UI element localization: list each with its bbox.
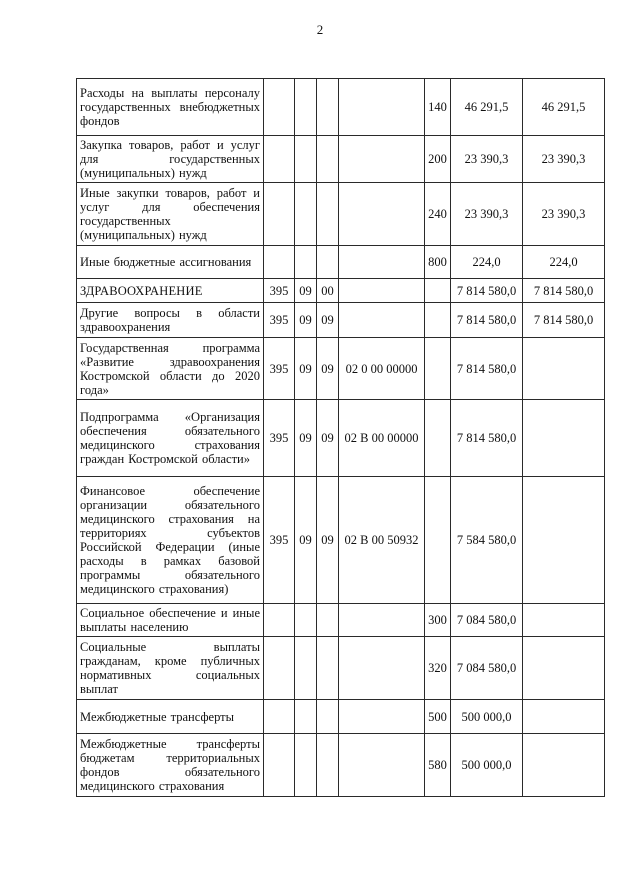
row-name: Социальное обеспечение и иные выплаты населению bbox=[77, 604, 264, 637]
row-target bbox=[339, 303, 425, 338]
row-name: Государственная программа «Развитие здравоохранения Костромской области до 2020 года» bbox=[77, 338, 264, 400]
row-amount2 bbox=[523, 734, 605, 797]
table-row bbox=[77, 400, 605, 477]
row-admin bbox=[264, 734, 295, 797]
row-subsection bbox=[317, 183, 339, 246]
row-type: 580 bbox=[425, 734, 451, 797]
row-section bbox=[295, 136, 317, 183]
table-row bbox=[77, 734, 605, 797]
row-section bbox=[295, 734, 317, 797]
row-type: 240 bbox=[425, 183, 451, 246]
row-subsection: 09 bbox=[317, 477, 339, 604]
row-amount2 bbox=[523, 637, 605, 700]
row-admin bbox=[264, 637, 295, 700]
row-subsection: 09 bbox=[317, 400, 339, 477]
row-amount1: 23 390,3 bbox=[451, 136, 523, 183]
row-subsection bbox=[317, 734, 339, 797]
row-amount1: 7 814 580,0 bbox=[451, 303, 523, 338]
row-target bbox=[339, 734, 425, 797]
table-row bbox=[77, 637, 605, 700]
row-amount2 bbox=[523, 604, 605, 637]
row-name: Другие вопросы в области здравоохранения bbox=[77, 303, 264, 338]
row-amount1: 7 084 580,0 bbox=[451, 604, 523, 637]
table-row bbox=[77, 700, 605, 734]
row-type: 320 bbox=[425, 637, 451, 700]
row-subsection bbox=[317, 637, 339, 700]
row-section bbox=[295, 183, 317, 246]
row-section bbox=[295, 700, 317, 734]
row-amount2 bbox=[523, 400, 605, 477]
table-row bbox=[77, 477, 605, 604]
row-type bbox=[425, 279, 451, 303]
table-row bbox=[77, 79, 605, 136]
row-amount2 bbox=[523, 700, 605, 734]
row-subsection bbox=[317, 604, 339, 637]
page-number: 2 bbox=[316, 22, 324, 37]
row-admin bbox=[264, 79, 295, 136]
row-amount1: 7 814 580,0 bbox=[451, 400, 523, 477]
row-target bbox=[339, 637, 425, 700]
row-amount1: 224,0 bbox=[451, 246, 523, 279]
row-target bbox=[339, 183, 425, 246]
row-admin bbox=[264, 246, 295, 279]
row-target bbox=[339, 604, 425, 637]
row-admin bbox=[264, 136, 295, 183]
table-row bbox=[77, 279, 605, 303]
row-admin bbox=[264, 183, 295, 246]
row-amount1: 46 291,5 bbox=[451, 79, 523, 136]
row-admin: 395 bbox=[264, 303, 295, 338]
row-name: Расходы на выплаты персоналу государственных внебюджетных фондов bbox=[77, 79, 264, 136]
row-name: Межбюджетные трансферты бюджетам территориальных фондов обязательного медицинского страхования bbox=[77, 734, 264, 797]
row-subsection: 09 bbox=[317, 338, 339, 400]
row-amount2: 7 814 580,0 bbox=[523, 303, 605, 338]
row-amount2: 23 390,3 bbox=[523, 136, 605, 183]
row-admin: 395 bbox=[264, 477, 295, 604]
row-admin: 395 bbox=[264, 279, 295, 303]
row-name: ЗДРАВООХРАНЕНИЕ bbox=[77, 279, 264, 303]
row-section bbox=[295, 637, 317, 700]
row-amount2: 46 291,5 bbox=[523, 79, 605, 136]
row-target: 02 В 00 50932 bbox=[339, 477, 425, 604]
row-type bbox=[425, 303, 451, 338]
row-section: 09 bbox=[295, 338, 317, 400]
row-section bbox=[295, 246, 317, 279]
row-amount2: 23 390,3 bbox=[523, 183, 605, 246]
row-subsection bbox=[317, 700, 339, 734]
row-name: Социальные выплаты гражданам, кроме публичных нормативных социальных выплат bbox=[77, 637, 264, 700]
row-type: 800 bbox=[425, 246, 451, 279]
row-amount2: 7 814 580,0 bbox=[523, 279, 605, 303]
row-subsection bbox=[317, 79, 339, 136]
row-subsection: 00 bbox=[317, 279, 339, 303]
row-target bbox=[339, 246, 425, 279]
row-target bbox=[339, 79, 425, 136]
table-row bbox=[77, 246, 605, 279]
row-amount1: 500 000,0 bbox=[451, 734, 523, 797]
row-type: 300 bbox=[425, 604, 451, 637]
row-subsection: 09 bbox=[317, 303, 339, 338]
row-type bbox=[425, 338, 451, 400]
row-type: 140 bbox=[425, 79, 451, 136]
row-amount1: 7 814 580,0 bbox=[451, 279, 523, 303]
row-section bbox=[295, 79, 317, 136]
budget-table bbox=[76, 78, 605, 797]
row-amount1: 7 584 580,0 bbox=[451, 477, 523, 604]
row-name: Межбюджетные трансферты bbox=[77, 700, 264, 734]
row-amount2 bbox=[523, 477, 605, 604]
row-name: Иные закупки товаров, работ и услуг для обеспечения государственных (муниципальных) нужд bbox=[77, 183, 264, 246]
row-target bbox=[339, 136, 425, 183]
row-target bbox=[339, 700, 425, 734]
row-type: 500 bbox=[425, 700, 451, 734]
row-name: Финансовое обеспечение организации обязательного медицинского страхования на территориях субъектов Российской Федерации (иные расходы в рамках базовой программы обязательного медицинского страхования) bbox=[77, 477, 264, 604]
row-admin: 395 bbox=[264, 400, 295, 477]
row-type bbox=[425, 477, 451, 604]
row-amount1: 500 000,0 bbox=[451, 700, 523, 734]
row-name: Подпрограмма «Организация обеспечения обязательного медицинского страхования граждан Костромской области» bbox=[77, 400, 264, 477]
table-row bbox=[77, 303, 605, 338]
row-section: 09 bbox=[295, 303, 317, 338]
table-row bbox=[77, 136, 605, 183]
row-name: Иные бюджетные ассигнования bbox=[77, 246, 264, 279]
row-amount1: 7 814 580,0 bbox=[451, 338, 523, 400]
row-amount2: 224,0 bbox=[523, 246, 605, 279]
table-row bbox=[77, 183, 605, 246]
row-type: 200 bbox=[425, 136, 451, 183]
row-target: 02 В 00 00000 bbox=[339, 400, 425, 477]
row-admin bbox=[264, 700, 295, 734]
row-section: 09 bbox=[295, 279, 317, 303]
row-target: 02 0 00 00000 bbox=[339, 338, 425, 400]
row-target bbox=[339, 279, 425, 303]
row-admin: 395 bbox=[264, 338, 295, 400]
table-row bbox=[77, 338, 605, 400]
row-subsection bbox=[317, 246, 339, 279]
row-subsection bbox=[317, 136, 339, 183]
row-admin bbox=[264, 604, 295, 637]
table-row bbox=[77, 604, 605, 637]
row-amount1: 7 084 580,0 bbox=[451, 637, 523, 700]
row-section: 09 bbox=[295, 477, 317, 604]
row-section: 09 bbox=[295, 400, 317, 477]
row-type bbox=[425, 400, 451, 477]
row-section bbox=[295, 604, 317, 637]
row-amount2 bbox=[523, 338, 605, 400]
row-amount1: 23 390,3 bbox=[451, 183, 523, 246]
row-name: Закупка товаров, работ и услуг для государственных (муниципальных) нужд bbox=[77, 136, 264, 183]
